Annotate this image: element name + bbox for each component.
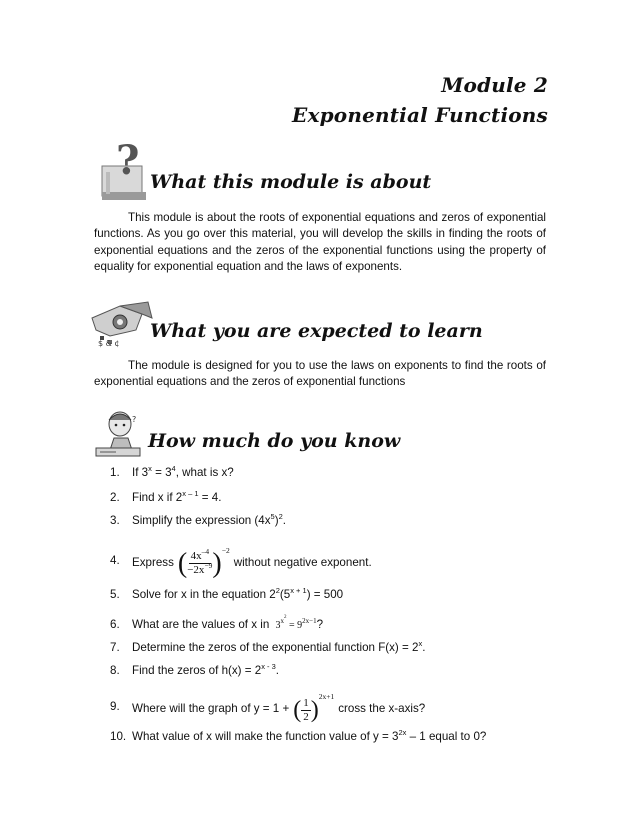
question-item: 1. If $3^x = 3^4$, what is x? [110, 464, 234, 479]
svg-text:$ & ¢: $ & ¢ [98, 339, 120, 348]
fraction-expression: ( $\frac{1}{2}$ )$^{2x+1}$ [293, 692, 335, 724]
section-title-know: How much do you know [148, 430, 401, 452]
expected-text: The module is designed for you to use the laws on exponents to find the roots of exponential equations and the zeros of exponential functions [94, 359, 546, 389]
question-item: 3. Simplify the expression $(4x^5)^2$. [110, 512, 286, 527]
question-item: 7. Determine the zeros of the exponential function $F(x) = 2^x$. [110, 639, 426, 654]
question-list [110, 466, 550, 752]
student-thinking-icon [92, 410, 144, 460]
about-text: This module is about the roots of exponential equations and zeros of exponential functions. As you go over this material, you will develop the skills in finding the roots of exponential equations and the zeros of the exponential functions using the property of equality for exponential equation and the laws of exponents. [94, 211, 546, 274]
question-item: 2. Find x if $2^{x - 1} = 4$. [110, 489, 222, 504]
expected-paragraph [94, 358, 546, 391]
module-number: Module 2 [441, 73, 548, 97]
module-title [292, 70, 548, 130]
about-paragraph [94, 210, 546, 276]
section-title-about: What this module is about [150, 171, 432, 193]
question-item: 9. Where will the graph of y = 1 + ( $\frac{1}{2}$ )$^{2x+1}$ cross the x-axis? [110, 692, 426, 724]
question-mark-icon [100, 136, 152, 202]
question-item: 5. Solve for x in the equation $2^2(5^{x + 1}) = 500$ [110, 586, 344, 601]
question-item: 10. What value of x will make the function value of $y = 3^{2x} - 1$ equal to 0? [110, 728, 487, 743]
svg-text:?: ? [116, 137, 140, 184]
fraction-expression: ( $\frac{4x^{-4}}{-2x^{-9}}$ )$^{-2}$ [177, 546, 230, 579]
tools-gear-icon [90, 300, 156, 348]
module-subject: Exponential Functions [292, 103, 548, 127]
svg-text:?: ? [132, 415, 137, 424]
question-item: 8. Find the zeros of $h(x) = 2^{x - 3}$. [110, 662, 280, 677]
section-title-expected: What you are expected to learn [150, 320, 483, 342]
question-item: 6. What are the values of x in $3^{x^2} = 9^{2x-1}$? [110, 615, 324, 631]
exponent-equation: $3^{x^2} = 9^{2x-1}$ [275, 615, 317, 631]
question-item: 4. Express ( $\frac{4x^{-4}}{-2x^{-9}}$ )$^{-2}$ without negative exponent. [110, 546, 372, 579]
